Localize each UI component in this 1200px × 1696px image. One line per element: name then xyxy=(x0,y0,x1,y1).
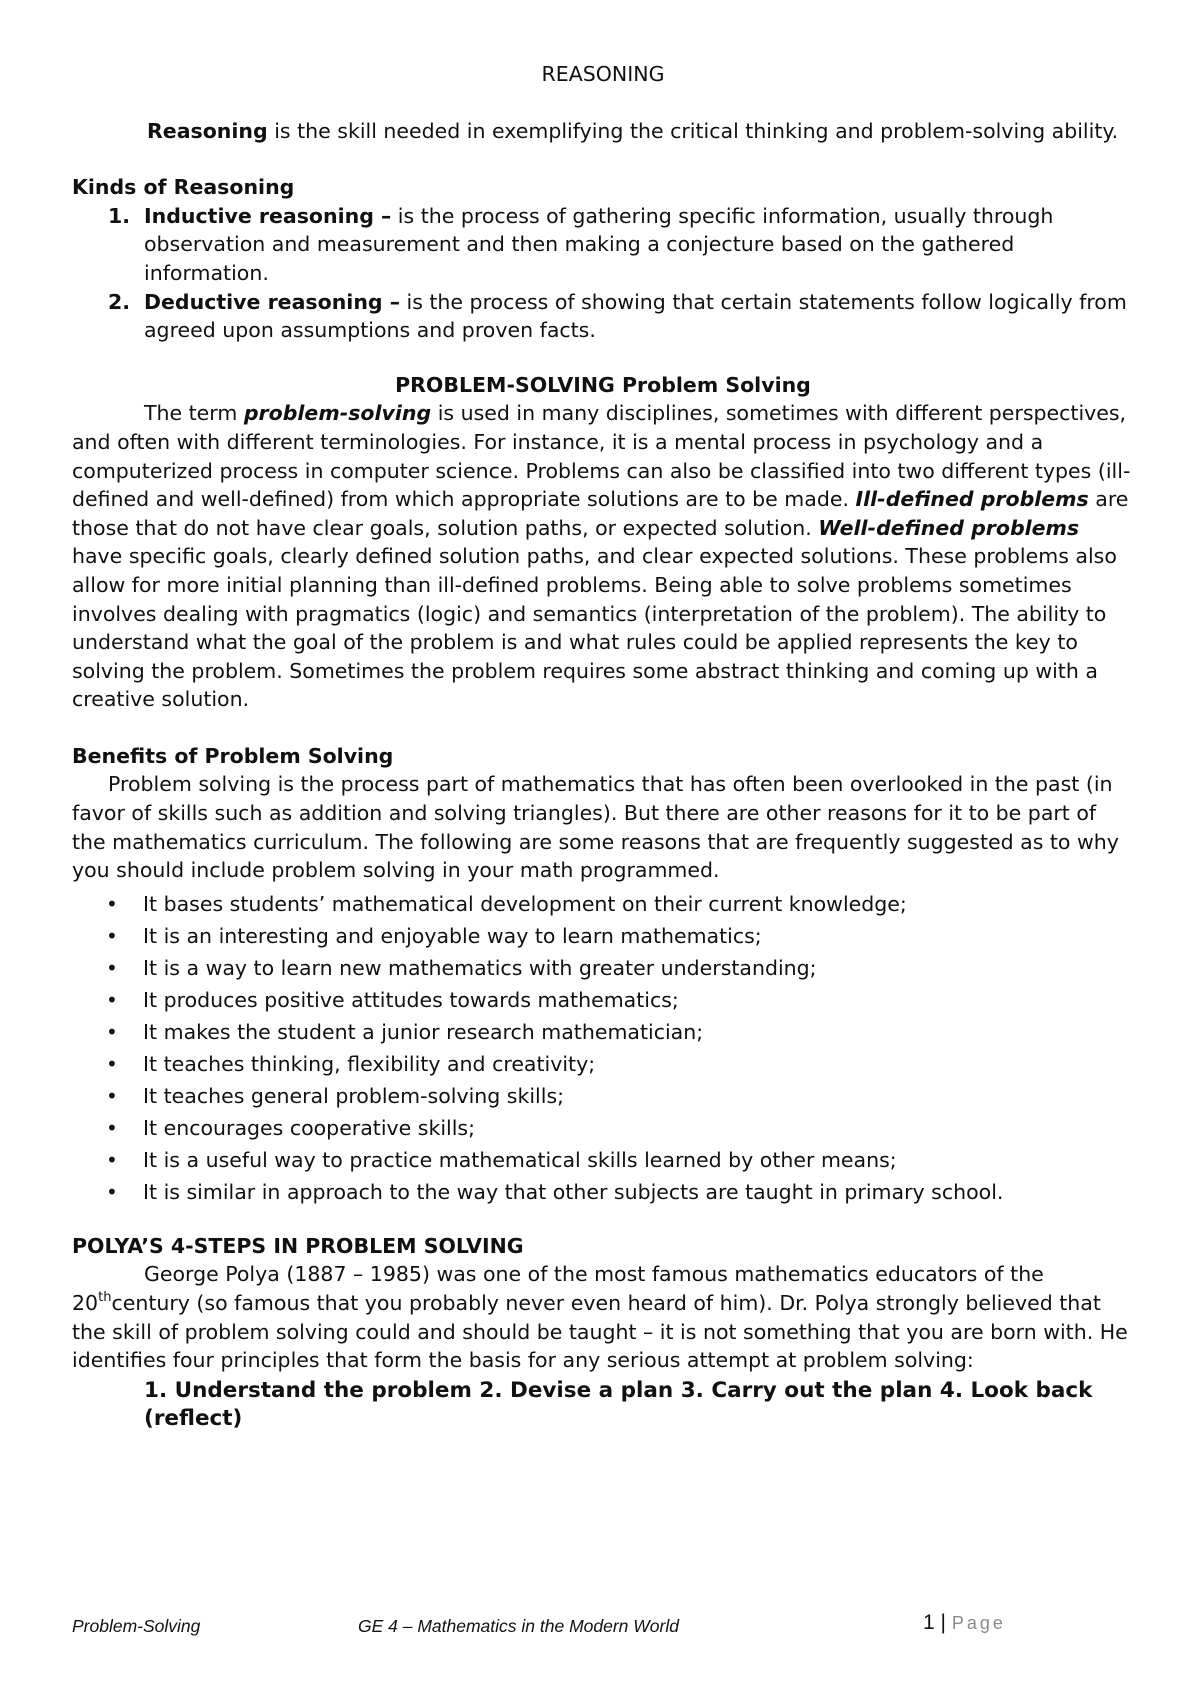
page-label: Page xyxy=(951,1613,1006,1633)
list-item xyxy=(106,888,1134,920)
text-run: George Polya (1887 – 1985) was one of the most famous mathematics educators of the 20 xyxy=(72,1262,1044,1316)
list-item-text: It makes the student a junior research mathematician; xyxy=(143,1019,704,1044)
bullet-icon: • xyxy=(106,987,118,1012)
list-item xyxy=(106,952,1134,984)
benefits-list xyxy=(72,888,1134,1208)
list-number: 2. xyxy=(108,289,131,314)
inductive-text: is the process of gathering specific information, usually through observation and measurement and then making a conjecture based on the gathered information. xyxy=(144,203,1054,285)
polya-heading: POLYA’S 4-STEPS IN PROBLEM SOLVING xyxy=(72,1233,524,1258)
list-item xyxy=(106,1112,1134,1144)
text-run: The term xyxy=(144,401,244,426)
list-item-text: It is a useful way to practice mathematical skills learned by other means; xyxy=(143,1147,897,1172)
page-number: 1 xyxy=(923,1611,935,1634)
polya-steps: 1. Understand the problem 2. Devise a plan 3. Carry out the plan 4. Look back (reflect) xyxy=(144,1377,1093,1432)
document-page xyxy=(72,60,1134,1434)
problem-solving-paragraph xyxy=(72,399,1134,714)
intro-text: is the skill needed in exemplifying the critical thinking and problem-solving ability. xyxy=(267,118,1119,143)
list-item-text: It produces positive attitudes towards mathematics; xyxy=(143,987,679,1012)
list-item xyxy=(108,288,1134,345)
bullet-icon: • xyxy=(106,891,118,916)
deductive-text: is the process of showing that certain statements follow logically from agreed upon assumptions and proven facts. xyxy=(144,289,1127,343)
bullet-icon: • xyxy=(106,955,118,980)
list-item-text: It bases students’ mathematical development on their current knowledge; xyxy=(143,891,907,916)
intro-term: Reasoning xyxy=(147,118,268,143)
text-run: are those that do not have clear goals, solution paths, or expected solution. xyxy=(72,487,1129,540)
bullet-icon: • xyxy=(106,1179,118,1204)
well-defined-term: Well-defined problems xyxy=(818,515,1080,540)
superscript: th xyxy=(98,1290,112,1306)
intro-paragraph xyxy=(72,117,1134,146)
page-title: REASONING xyxy=(541,62,665,86)
problem-solving-term: problem-solving xyxy=(243,401,432,426)
bullet-icon: • xyxy=(106,1147,118,1172)
list-item-text: It is a way to learn new mathematics with greater understanding; xyxy=(143,955,817,980)
footer-page-number xyxy=(923,1609,1006,1638)
bullet-icon: • xyxy=(106,1115,118,1140)
problem-solving-heading: PROBLEM-SOLVING Problem Solving xyxy=(395,372,811,397)
polya-paragraph xyxy=(72,1260,1134,1374)
list-item xyxy=(106,1048,1134,1080)
list-item-text: It teaches thinking, flexibility and creativity; xyxy=(143,1051,596,1076)
kinds-heading: Kinds of Reasoning xyxy=(72,175,295,200)
list-item xyxy=(106,920,1134,952)
footer-course: GE 4 – Mathematics in the Modern World xyxy=(358,1616,679,1636)
text-run: century (so famous that you probably never even heard of him). Dr. Polya strongly believed that the skill of problem solving could and should be taught – it is not something that you are born with. He identifies four principles that form the basis for any serious attempt at problem solving: xyxy=(72,1291,1128,1373)
text-run: have specific goals, clearly defined solution paths, and clear expected solutions. These problems also allow for more initial planning than ill-defined problems. Being able to solve problems sometimes involves dealing with pragmatics (logic) and semantics (interpretation of the problem). The ability to understand what the goal of the problem is and what rules could be applied represents the key to solving the problem. Sometimes the problem requires some abstract thinking and coming up with a creative solution. xyxy=(72,544,1117,712)
list-item xyxy=(106,984,1134,1016)
list-item-text: It teaches general problem-solving skills; xyxy=(143,1083,565,1108)
text-run: is used in many disciplines, sometimes with different perspectives, and often with different terminologies. For instance, it is a mental process in psychology and a computerized process in computer science. Problems can also be classified into two different types (ill-defined and well-defined) from which appropriate solutions are to be made. xyxy=(72,401,1131,512)
list-item xyxy=(106,1016,1134,1048)
ill-defined-term: Ill-defined problems xyxy=(855,487,1089,512)
kinds-list xyxy=(72,202,1134,345)
list-item xyxy=(106,1080,1134,1112)
list-item xyxy=(106,1144,1134,1176)
list-item-text: It encourages cooperative skills; xyxy=(143,1115,476,1140)
list-item-text: It is an interesting and enjoyable way to learn mathematics; xyxy=(143,923,762,948)
deductive-term: Deductive reasoning – xyxy=(144,289,400,314)
page-footer xyxy=(72,1612,1132,1642)
footer-left: Problem-Solving xyxy=(72,1616,201,1636)
bullet-icon: • xyxy=(106,1083,118,1108)
list-item xyxy=(106,1176,1134,1208)
footer-separator: | xyxy=(934,1611,952,1634)
list-number: 1. xyxy=(108,203,131,228)
list-item-text: It is similar in approach to the way that other subjects are taught in primary school. xyxy=(143,1179,1004,1204)
bullet-icon: • xyxy=(106,1051,118,1076)
list-item xyxy=(108,202,1134,288)
benefits-paragraph: Problem solving is the process part of mathematics that has often been overlooked in the past (in favor of skills such as addition and solving triangles). But there are other reasons for it to be part of the mathematics curriculum. The following are some reasons that are frequently suggested as to why you should include problem solving in your math programmed. xyxy=(72,772,1119,883)
bullet-icon: • xyxy=(106,923,118,948)
benefits-heading: Benefits of Problem Solving xyxy=(72,743,394,768)
bullet-icon: • xyxy=(106,1019,118,1044)
inductive-term: Inductive reasoning – xyxy=(144,203,392,228)
